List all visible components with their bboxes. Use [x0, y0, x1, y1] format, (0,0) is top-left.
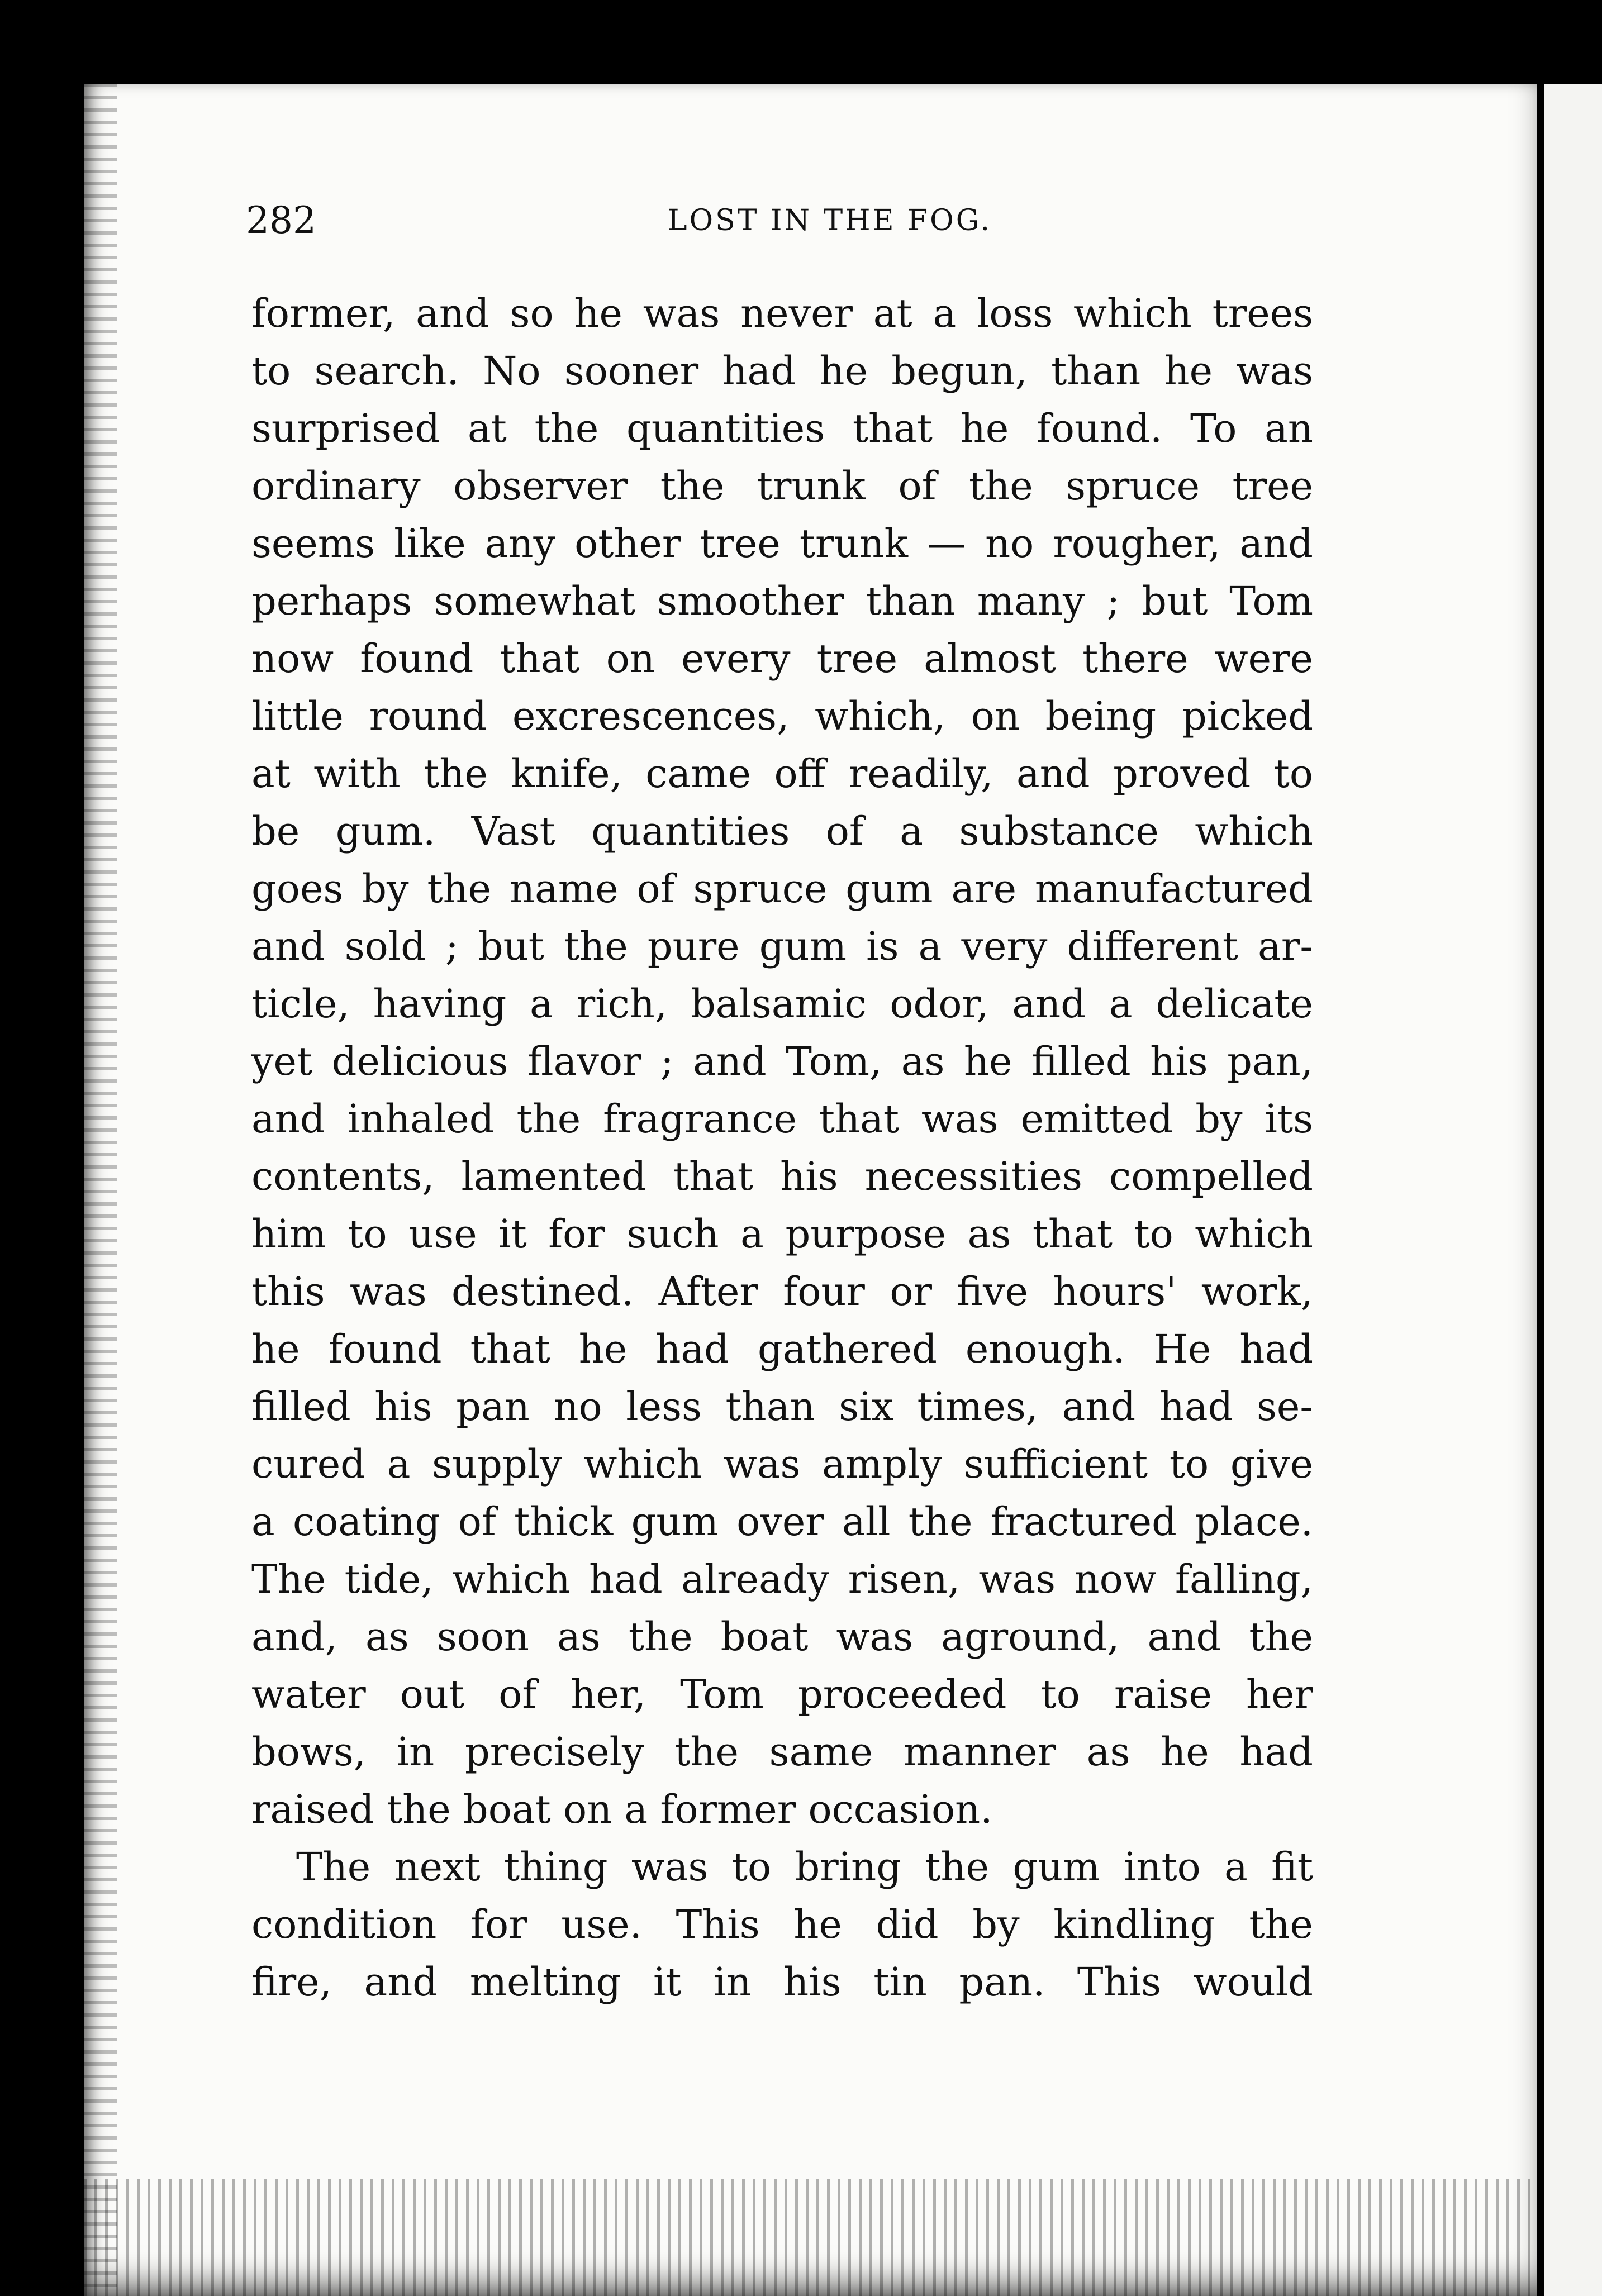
text-line: yet delicious flavor ; and Tom, as he filled his pan,: [251, 1039, 1313, 1084]
text-line: a coating of thick gum over all the fractured place.: [251, 1499, 1313, 1545]
text-line: at with the knife, came off readily, and proved to: [251, 751, 1313, 797]
text-line: to search. No sooner had he begun, than he was: [251, 348, 1313, 394]
page-header: [246, 190, 1335, 251]
text-line: fire, and melting it in his tin pan. This would: [251, 1959, 1313, 2005]
text-line: bows, in precisely the same manner as he had: [251, 1729, 1313, 1775]
text-line: now found that on every tree almost there were: [251, 636, 1313, 682]
facing-page-edge: [1537, 84, 1602, 2296]
text-line: former, and so he was never at a loss which trees: [251, 290, 1313, 336]
text-line: and sold ; but the pure gum is a very different ar-: [251, 923, 1313, 969]
scan-border: [0, 0, 1602, 84]
page-bottom-edge-shadow: [84, 2179, 1537, 2296]
text-line: be gum. Vast quantities of a substance which: [251, 808, 1313, 854]
text-line: and, as soon as the boat was aground, and the: [251, 1614, 1313, 1660]
text-line: contents, lamented that his necessities compelled: [251, 1154, 1313, 1199]
text-line: ticle, having a rich, balsamic odor, and a delicate: [251, 981, 1313, 1027]
text-line: and inhaled the fragrance that was emitted by its: [251, 1096, 1313, 1142]
text-line: surprised at the quantities that he found. To an: [251, 406, 1313, 451]
page-number: 282: [246, 199, 316, 242]
body-text: [251, 285, 1313, 2011]
text-line: cured a supply which was amply sufficient to give: [251, 1441, 1313, 1487]
text-line: him to use it for such a purpose as that to which: [251, 1211, 1313, 1257]
text-line: goes by the name of spruce gum are manufactured: [251, 866, 1313, 912]
text-line: condition for use. This he did by kindling the: [251, 1902, 1313, 1947]
text-line: The tide, which had already risen, was now falling,: [251, 1556, 1313, 1602]
text-line: raised the boat on a former occasion.: [251, 1787, 993, 1832]
page-left-edge-shadow: [84, 84, 117, 2296]
running-head: LOST IN THE FOG.: [667, 204, 992, 237]
text-line: little round excrescences, which, on being picked: [251, 693, 1313, 739]
text-line: ordinary observer the trunk of the spruce tree: [251, 463, 1313, 509]
text-line: filled his pan no less than six times, and had se-: [251, 1384, 1313, 1430]
text-line: perhaps somewhat smoother than many ; but Tom: [251, 578, 1313, 624]
text-line: The next thing was to bring the gum into a fit: [296, 1844, 1313, 1890]
text-line: he found that he had gathered enough. He had: [251, 1326, 1313, 1372]
text-line: water out of her, Tom proceeded to raise her: [251, 1671, 1313, 1717]
text-line: seems like any other tree trunk — no rougher, and: [251, 521, 1313, 566]
text-line: this was destined. After four or five hours' work,: [251, 1269, 1313, 1314]
